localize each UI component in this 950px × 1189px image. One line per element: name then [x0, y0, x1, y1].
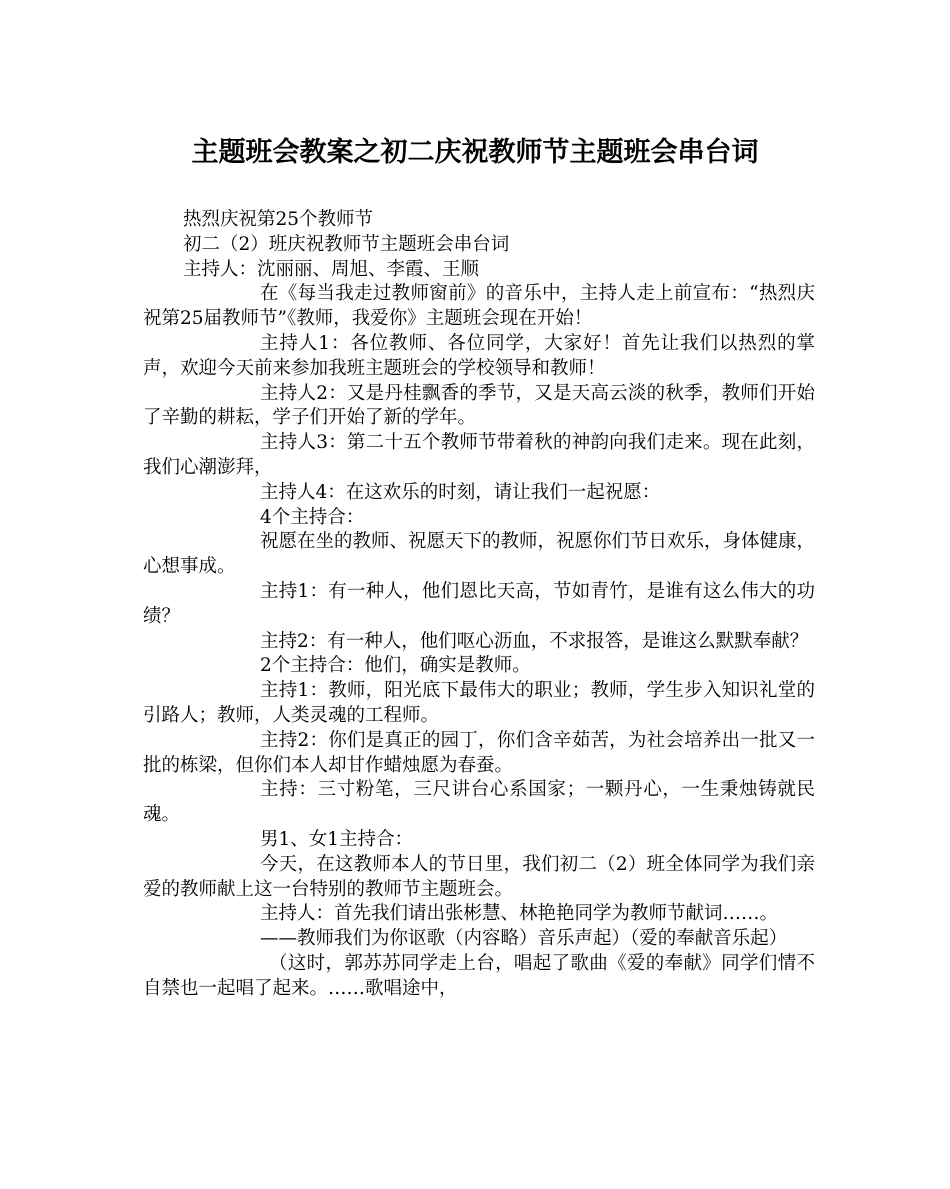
paragraph: 主持2：你们是真正的园丁，你们含辛茹苦，为社会培养出一批又一批的栋梁，但你们本人却甘作蜡烛愿为春蚕。 [143, 729, 815, 776]
paragraph: 主持人：首先我们请出张彬慧、林艳艳同学为教师节献词……。 [260, 903, 779, 925]
paragraph: 主持1：教师，阳光底下最伟大的职业；教师，学生步入知识礼堂的引路人；教师，人类灵魂的工程师。 [143, 680, 815, 726]
paragraph: 在《每当我走过教师窗前》的音乐中，主持人走上前宣布：“热烈庆祝第25届教师节”《教师，我爱你》主题班会现在开始！ [143, 283, 815, 330]
header-line-class: 初二（2）班庆祝教师节主题班会串台词 [183, 233, 510, 255]
paragraph: ——教师我们为你讴歌（内容略）音乐声起）（爱的奉献音乐起） [260, 928, 788, 950]
header-line-celebration: 热烈庆祝第25个教师节 [183, 209, 374, 230]
document-body [143, 208, 815, 1002]
paragraph: 主持人2：又是丹桂飘香的季节，又是天高云淡的秋季，教师们开始了辛勤的耕耘，学子们开始了新的学年。 [143, 382, 815, 429]
paragraph: 主持人3：第二十五个教师节带着秋的神韵向我们走来。现在此刻，我们心潮澎拜， [143, 432, 815, 478]
document-title: 主题班会教案之初二庆祝教师节主题班会串台词 [191, 137, 759, 168]
paragraph: 4个主持合： [260, 506, 365, 528]
paragraph: 主持：三寸粉笔，三尺讲台心系国家；一颗丹心，一生秉烛铸就民魂。 [143, 779, 815, 826]
paragraph: 男1、女1主持合： [260, 828, 414, 850]
paragraph: 主持人1：各位教师、各位同学，大家好！首先让我们以热烈的掌声，欢迎今天前来参加我班主题班会的学校领导和教师！ [143, 332, 815, 379]
header-line-hosts: 主持人：沈丽丽、周旭、李霞、王顺 [183, 258, 480, 280]
paragraph: 2个主持合：他们，确实是教师。 [260, 655, 531, 677]
paragraph: 主持2：有一种人，他们呕心沥血，不求报答，是谁这么默默奉献？ [260, 630, 809, 652]
paragraph: 今天，在这教师本人的节日里，我们初二（2）班全体同学为我们亲爱的教师献上这一台特别的教师节主题班会。 [143, 853, 815, 900]
paragraph: 主持人4：在这欢乐的时刻，请让我们一起祝愿： [260, 481, 661, 503]
paragraph: 主持1：有一种人，他们恩比天高，节如青竹，是谁有这么伟大的功绩？ [143, 580, 815, 627]
paragraph: （这时，郭苏苏同学走上台，唱起了歌曲《爱的奉献》同学们情不自禁也一起唱了起来。……歌唱途中， [143, 952, 815, 999]
paragraph: 祝愿在坐的教师、祝愿天下的教师，祝愿你们节日欢乐，身体健康，心想事成。 [143, 531, 816, 578]
